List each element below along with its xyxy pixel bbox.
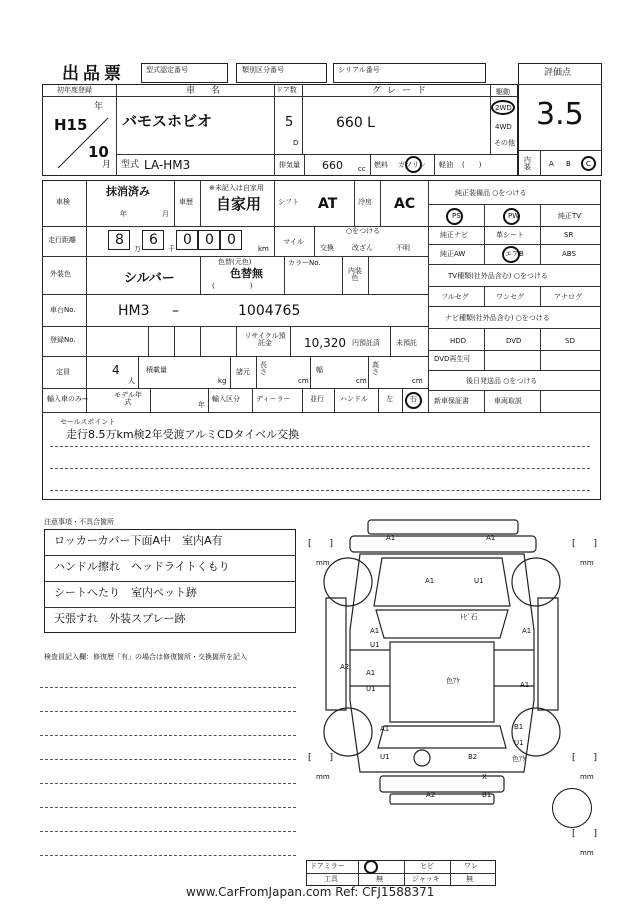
chassis-label: 車台No. [50, 306, 76, 314]
mileage-opt-unknown: 不明 [396, 244, 410, 252]
dmg-a1-top-right: A1 [486, 534, 496, 542]
load-kg: kg [218, 377, 227, 385]
option-tv: 純正TV [558, 212, 582, 220]
note-line-4: 天張すれ 外装スプレー跡 [54, 612, 186, 625]
navi-title: ナビ種類(社外品含む) ○をつける [445, 314, 550, 322]
car-diagram [310, 510, 610, 810]
mileage-digit-2: 6 [149, 232, 158, 248]
ruibetsu-label: 類別区分番号 [242, 66, 284, 74]
mileage-man: 万 [134, 245, 141, 253]
mileage-sen: 千 [168, 245, 175, 253]
interior-grade-a: A [549, 160, 554, 168]
after-title: 後日発送品 ○をつける [466, 377, 538, 385]
option-navi: 純正ナビ [440, 231, 468, 239]
tread-bracket-fr: [ ] [572, 539, 598, 549]
interior-color-label: 内装色 [348, 267, 362, 282]
tv-fullseg: フルセグ [441, 293, 469, 301]
recycle-amount: 10,320 [304, 336, 346, 350]
tread-mm-fr: mm [580, 559, 594, 567]
name-label: 車名 [186, 86, 237, 96]
hibi-label: ヒビ [420, 862, 434, 870]
mileage-km: km [258, 245, 269, 253]
after-manual: 車両取説 [494, 397, 522, 405]
dmg-left-mid-a1: A1 [366, 669, 376, 677]
tv-title: TV種類(社外品含む) ○をつける [448, 272, 548, 280]
recolor-value: 色替無 [230, 267, 263, 280]
width-label: 幅 [316, 366, 323, 374]
sales-point-text: 走行8.5万km検2年受渡アルミCDタイベル交換 [66, 428, 300, 441]
first-reg-year-label: 年 [94, 102, 104, 112]
recolor-label: 色替(元色) [218, 258, 252, 266]
navi-sd: SD [565, 337, 575, 345]
doors-label: ドア数 [276, 86, 297, 94]
fuel-label: 燃料 [374, 161, 388, 169]
color-no-label: カラーNo. [288, 259, 321, 267]
tool-value: 無 [376, 875, 383, 883]
model-value: LA-HM3 [144, 158, 191, 172]
shift-value: AT [318, 196, 338, 212]
aircon-label: 冷房 [358, 198, 372, 206]
spare-tyre [552, 788, 592, 828]
load-label: 積載量 [146, 366, 167, 374]
model-year-label: モデル年式 [114, 391, 142, 406]
height-cm: cm [412, 377, 423, 385]
handle-right-circle [405, 392, 422, 409]
recycle-unit: 円預託済 [352, 339, 380, 347]
tread-mm-spare: mm [580, 849, 594, 857]
notes-label: 注意事項・不具合箇所 [44, 518, 114, 526]
displacement-value: 660 [322, 159, 343, 172]
dmg-left-mid-u1: U1 [366, 685, 376, 693]
tread-mm-rl: mm [316, 773, 330, 781]
dmg-rear-iroake: 色ｱｹ [512, 755, 526, 763]
not-deposited: 未預託 [396, 339, 417, 347]
shaken-year: 年 [120, 210, 127, 218]
katashiki-label: 型式認定番号 [146, 66, 188, 74]
height-label: 高さ [372, 361, 379, 376]
model-label: 型式 [121, 160, 140, 170]
import-parallel: 並行 [310, 395, 324, 403]
import-div-label: 輸入区分 [212, 395, 240, 403]
tv-oneseg: ワンセグ [496, 293, 524, 301]
dmg-a1-top-left: A1 [386, 534, 396, 542]
handle-label: ハンドル [340, 395, 368, 403]
fuel-paren: ( ) [462, 161, 482, 169]
after-warranty: 新車保証書 [434, 397, 469, 405]
option-pw: PW [508, 212, 520, 220]
door-mirror-circle [364, 860, 378, 874]
tv-analog: アナログ [554, 293, 582, 301]
handle-left: 左 [386, 395, 393, 403]
dmg-right-front-a1: A1 [522, 627, 532, 635]
history-value: 自家用 [216, 195, 262, 213]
grade-value: 660 L [336, 115, 375, 131]
shaken-label: 車検 [56, 198, 70, 206]
capacity-unit: 人 [128, 377, 135, 385]
capacity-value: 4 [112, 363, 120, 377]
navi-dvd: DVD [506, 337, 522, 345]
shift-label: シフト [278, 198, 299, 206]
import-only-label: 輸入車のみ→ [47, 395, 88, 403]
dmg-right-rear-b1: B1 [514, 723, 524, 731]
note-line-2: ハンドル擦れ ヘッドライトくもり [54, 560, 230, 573]
cc-unit: cc [358, 165, 366, 173]
option-ps-circle [446, 208, 463, 225]
doors-value: 5 [285, 115, 294, 130]
dmg-rear-a2: A2 [426, 791, 436, 799]
options-title: 純正装備品 ○をつける [455, 189, 527, 197]
dmg-right-rear-u1: U1 [514, 739, 524, 747]
option-airbag-circle [502, 246, 520, 263]
jack-label: ジャッキ [412, 875, 440, 883]
recolor-paren: ( ) [212, 282, 253, 290]
interior-grade-b: B [566, 160, 571, 168]
history-label: 車歴 [179, 198, 193, 206]
mile-label: マイル [283, 238, 304, 246]
option-airbag: エアB [505, 250, 524, 258]
dmg-rear-b1: B1 [482, 791, 492, 799]
aircon-value: AC [394, 196, 416, 212]
dmg-left-rear-a1: A1 [380, 725, 390, 733]
score-value: 3.5 [536, 97, 584, 132]
dmg-x-mark: X [482, 773, 487, 781]
mileage-opt-exchange: 交換 [320, 244, 334, 252]
option-sr: SR [564, 231, 574, 239]
first-reg-era-year: H15 [54, 116, 88, 134]
interior-grade-c: C [586, 160, 591, 168]
length-label: 長さ [260, 361, 267, 376]
inspector-label: 検査員記入欄：修復歴「有」の場合は修復箇所・交換箇所を記入 [44, 653, 247, 661]
tread-bracket-fl: [ ] [308, 539, 334, 549]
recycle-label: リサイクル預託金 [244, 332, 286, 347]
first-reg-label: 初年度登録 [57, 86, 92, 94]
interior-grade-circle [581, 156, 596, 171]
option-abs: ABS [562, 250, 576, 258]
spec-label: 諸元 [236, 368, 250, 376]
displacement-label: 排気量 [279, 161, 300, 169]
serial-label: シリアル番号 [338, 66, 380, 74]
drive-4wd: 4WD [495, 123, 512, 131]
interior-label: 内装 [524, 156, 531, 171]
history-note: ※未記入は自家用 [209, 184, 264, 192]
dvd-playback: DVD再生可 [434, 355, 471, 363]
import-dealer: ディーラー [256, 395, 291, 403]
jack-value: 無 [466, 875, 473, 883]
drive-label: 駆動 [496, 88, 510, 96]
shaken-value: 抹消済み [106, 185, 150, 198]
chassis-prefix: HM3 [118, 303, 150, 319]
shaken-month: 月 [162, 210, 169, 218]
car-name: バモスホビオ [122, 112, 213, 130]
ware-label: ワレ [464, 862, 478, 870]
tool-label: 工具 [324, 875, 338, 883]
footer-watermark: www.CarFromJapan.com Ref: CFJ1588371 [186, 885, 435, 899]
option-aw: 純正AW [440, 250, 466, 258]
first-reg-month: 10 [88, 143, 109, 161]
tread-mm-fl: mm [316, 559, 330, 567]
dmg-b2: B2 [468, 753, 478, 761]
mileage-digit-3: 0 [183, 232, 192, 248]
tread-bracket-rr: [ ] [572, 753, 598, 763]
chassis-number: 1004765 [238, 303, 301, 319]
mileage-mark-label: ○をつける [346, 227, 381, 235]
dmg-hood-u1: U1 [474, 577, 484, 585]
title: 出品票 [62, 64, 125, 84]
tread-bracket-rl: [ ] [308, 753, 334, 763]
dmg-left-front-u1: U1 [370, 641, 380, 649]
mileage-label: 走行距離 [48, 236, 76, 244]
note-line-1: ロッカーカバー下面A中 室内A有 [54, 534, 223, 547]
door-mirror-label: ドアミラー [310, 862, 345, 870]
exterior-color-label: 外装色 [50, 270, 71, 278]
capacity-label: 定員 [56, 368, 70, 376]
dmg-roof-iroake: 色ｱｹ [446, 677, 460, 685]
dmg-left-bottom-u1: U1 [380, 753, 390, 761]
exterior-color-value: シルバー [124, 271, 175, 286]
option-leather: 革シート [496, 231, 524, 239]
dmg-hood-a1: A1 [425, 577, 435, 585]
mileage-digit-4: 0 [205, 232, 214, 248]
fuel-gasoline: ガソリン [398, 161, 426, 169]
dmg-left-a2: A2 [340, 663, 350, 671]
navi-hdd: HDD [450, 337, 467, 345]
dmg-tobi-ishi: ﾄﾋﾞ石 [460, 613, 478, 621]
mileage-opt-tamper: 改ざん [352, 244, 373, 252]
drive-2wd: 2WD [495, 104, 512, 112]
tread-bracket-spare: [ ] [572, 829, 598, 839]
drive-other: その他 [494, 139, 515, 147]
handle-right: 右 [410, 395, 417, 403]
tread-mm-rr: mm [580, 773, 594, 781]
doors-unit: D [293, 139, 299, 147]
diesel-label: 軽油 [439, 161, 453, 169]
option-ps: PS [452, 212, 461, 220]
dmg-right-mid-a1: A1 [520, 681, 530, 689]
registration-label: 登録No. [50, 336, 76, 344]
sales-point-label: セールスポイント [60, 418, 116, 426]
option-pw-circle [503, 208, 520, 225]
note-line-3: シートへたり 室内ペット跡 [54, 586, 197, 599]
dmg-left-front-a1: A1 [370, 627, 380, 635]
grade-label: グレード [372, 86, 433, 96]
score-label: 評価点 [544, 68, 572, 78]
drive-2wd-circle [491, 100, 515, 115]
fuel-gasoline-circle [405, 156, 422, 173]
length-cm: cm [298, 377, 309, 385]
chassis-dash: – [172, 303, 179, 319]
model-year-unit: 年 [198, 401, 205, 409]
mileage-digit-5: 0 [227, 232, 236, 248]
mileage-digit-1: 8 [115, 232, 124, 248]
width-cm: cm [356, 377, 367, 385]
first-reg-month-label: 月 [102, 160, 112, 170]
